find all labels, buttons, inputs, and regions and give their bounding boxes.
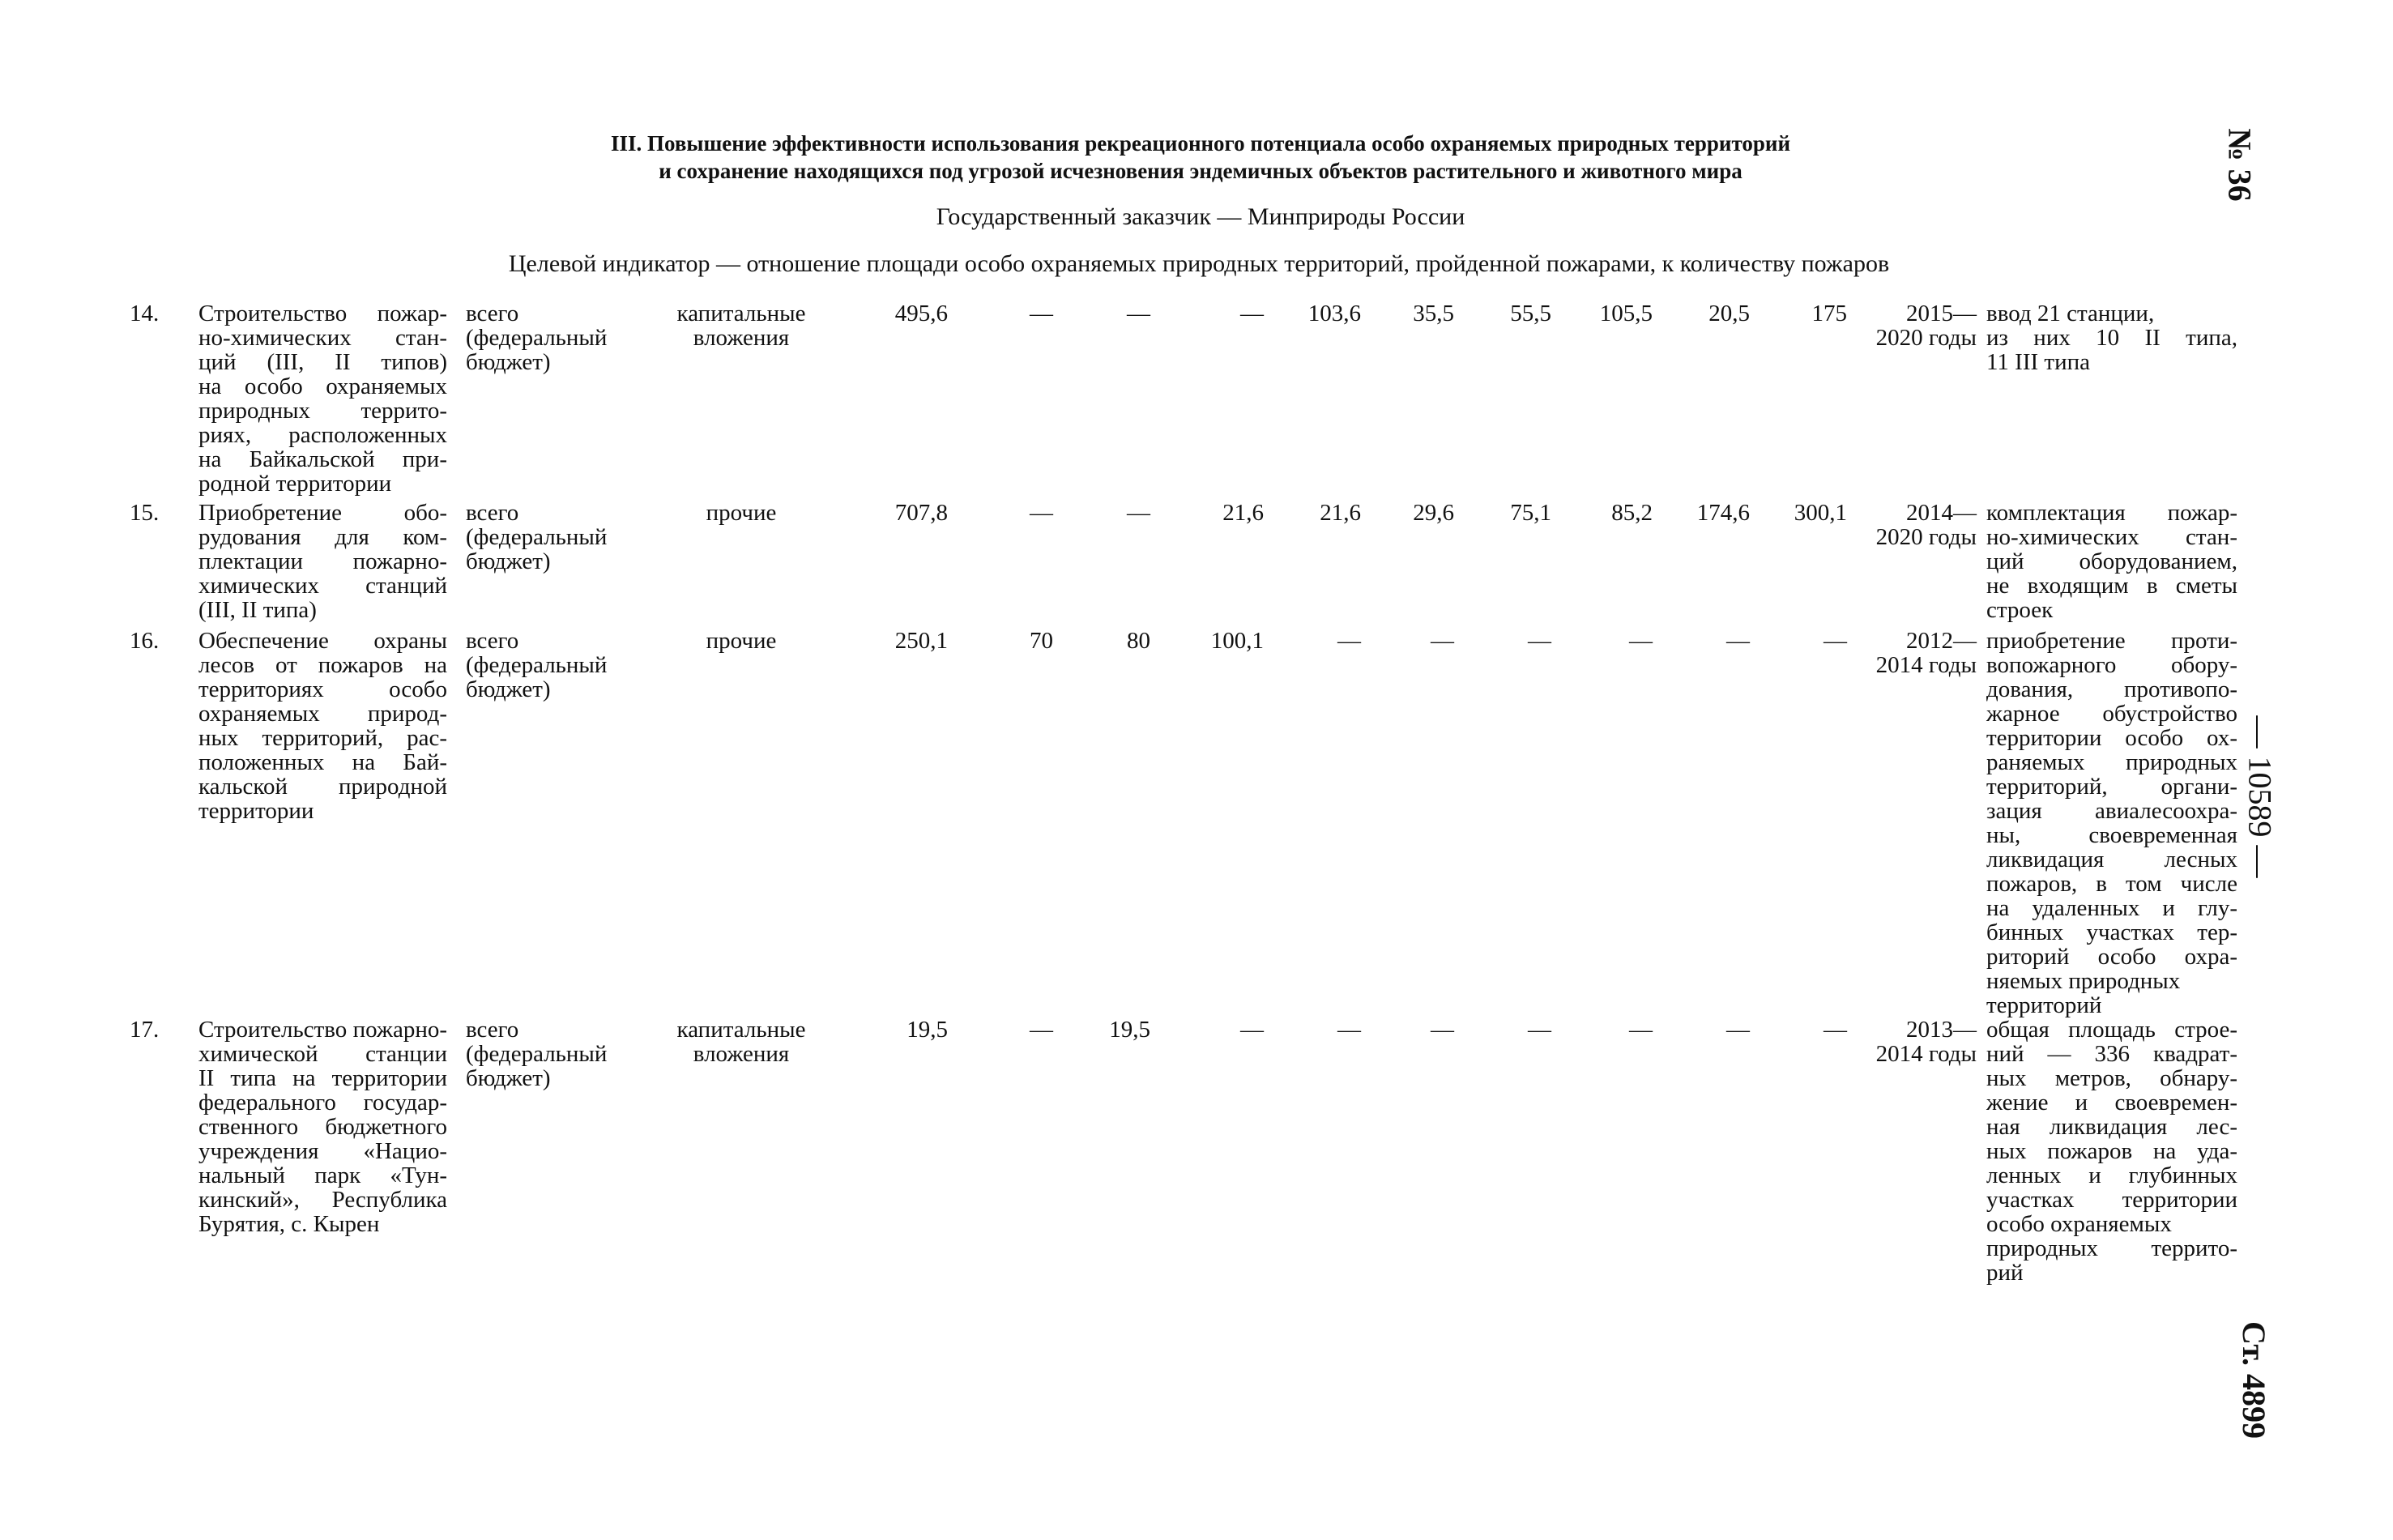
total-amount: 707,8: [894, 500, 948, 526]
year-amount: 85,2: [1611, 500, 1653, 526]
measure-name-line: ций (III, II типов): [198, 349, 447, 375]
total-amount: 19,5: [906, 1017, 948, 1043]
measure-name-line: химической станции: [198, 1041, 447, 1067]
expected-result-line: ная ликвидация лес-: [1986, 1114, 2237, 1140]
implementation-period: 2013—: [1906, 1017, 1977, 1043]
year-amount: —: [1030, 301, 1053, 326]
funding-source-line: всего: [466, 500, 519, 526]
year-amount: —: [1726, 1017, 1750, 1043]
implementation-period: 2012—: [1906, 628, 1977, 654]
year-amount: —: [1431, 1017, 1454, 1043]
measure-name-line: риях, расположенных: [198, 422, 447, 448]
expected-result-line: зация авиалесоохра-: [1986, 798, 2237, 824]
year-amount: —: [1824, 628, 1847, 654]
row-number: 16.: [130, 628, 160, 654]
measure-name-line: но-химических стан-: [198, 325, 447, 351]
measure-name-line: (III, II типа): [198, 597, 317, 623]
measure-name-line: Строительство пожарно-: [198, 1017, 447, 1043]
expected-result-line: ных метров, обнару-: [1986, 1065, 2237, 1091]
measure-name-line: II типа на территории: [198, 1065, 447, 1091]
expense-type-line: капитальные: [676, 301, 806, 326]
year-amount: —: [1030, 500, 1053, 526]
year-amount: 75,1: [1510, 500, 1551, 526]
target-indicator: Целевой индикатор — отношение площади особо охраняемых природных территорий, пройденной пожарами, к количеству пожаров: [508, 250, 1890, 277]
measure-name-line: Обеспечение охраны: [198, 628, 447, 654]
expected-result-line: комплектация пожар-: [1986, 500, 2237, 526]
year-amount: 35,5: [1413, 301, 1454, 326]
measure-name-line: Бурятия, с. Кырен: [198, 1211, 380, 1237]
article-number: Ст. 4899: [2236, 1321, 2272, 1439]
total-amount: 495,6: [894, 301, 948, 326]
expected-result-line: не входящим в сметы: [1986, 573, 2237, 599]
row-number: 14.: [130, 301, 160, 326]
measure-name-line: на особо охраняемых: [198, 373, 447, 399]
total-amount: 250,1: [894, 628, 948, 654]
expense-type-line: прочие: [706, 500, 777, 526]
section-title-line1: III. Повышение эффективности использования рекреационного потенциала особо охраняемых природных территорий: [610, 131, 1791, 156]
expected-result-line: рий: [1986, 1260, 2024, 1286]
funding-source-line: всего: [466, 1017, 519, 1043]
expected-result-line: дования, противопо-: [1986, 676, 2237, 702]
measure-name-line: рудования для ком-: [198, 524, 447, 550]
expense-type-line: прочие: [706, 628, 777, 654]
year-amount: —: [1629, 628, 1653, 654]
year-amount: 29,6: [1413, 500, 1454, 526]
expected-result-line: ленных и глубинных: [1986, 1162, 2237, 1188]
expected-result-line: ний — 336 квадрат-: [1986, 1041, 2237, 1067]
funding-source-line: (федеральный: [466, 325, 608, 351]
funding-source-line: бюджет): [466, 1065, 551, 1091]
expected-result-line: раняемых природных: [1986, 749, 2237, 775]
implementation-period: 2020 годы: [1875, 325, 1977, 351]
year-amount: 21,6: [1320, 500, 1361, 526]
expected-result-line: жарное обустройство: [1986, 701, 2237, 727]
measure-name-line: природных террито-: [198, 398, 447, 424]
expense-type-line: вложения: [693, 1041, 790, 1067]
measure-name-line: Приобретение обо-: [198, 500, 447, 526]
expected-result-line: общая площадь строе-: [1986, 1017, 2237, 1043]
implementation-period: 2014 годы: [1875, 652, 1977, 678]
implementation-period: 2020 годы: [1875, 524, 1977, 550]
expected-result-line: жение и своевремен-: [1986, 1090, 2237, 1116]
measure-name-line: территориях особо: [198, 676, 447, 702]
year-amount: 105,5: [1599, 301, 1653, 326]
year-amount: —: [1824, 1017, 1847, 1043]
expected-result-line: ны, своевременная: [1986, 822, 2237, 848]
funding-source-line: всего: [466, 301, 519, 326]
measure-name-line: лесов от пожаров на: [198, 652, 447, 678]
year-amount: 103,6: [1307, 301, 1361, 326]
year-amount: —: [1528, 1017, 1551, 1043]
measure-name-line: родной территории: [198, 471, 392, 497]
expected-result-line: приобретение проти-: [1986, 628, 2237, 654]
expected-result-line: риторий особо охра-: [1986, 944, 2237, 970]
measure-name-line: территории: [198, 798, 314, 824]
measure-name-line: на Байкальской при-: [198, 446, 447, 472]
expected-result-line: вопожарного обору-: [1986, 652, 2237, 678]
measure-name-line: Строительство пожар-: [198, 301, 447, 326]
expected-result-line: бинных участках тер-: [1986, 919, 2237, 945]
row-number: 15.: [130, 500, 160, 526]
measure-name-line: ных территорий, рас-: [198, 725, 447, 751]
row-number: 17.: [130, 1017, 160, 1043]
expected-result-line: территории особо ох-: [1986, 725, 2237, 751]
measure-name-line: федерального государ-: [198, 1090, 447, 1116]
expected-result-line: из них 10 II типа,: [1986, 325, 2237, 351]
expected-result-line: пожаров, в том числе: [1986, 871, 2237, 897]
measure-name-line: положенных на Бай-: [198, 749, 447, 775]
expected-result-line: но-химических стан-: [1986, 524, 2237, 550]
year-amount: 174,6: [1696, 500, 1750, 526]
funding-source-line: всего: [466, 628, 519, 654]
year-amount: 175: [1811, 301, 1847, 326]
year-amount: —: [1030, 1017, 1053, 1043]
year-amount: —: [1127, 500, 1150, 526]
funding-source-line: (федеральный: [466, 1041, 608, 1067]
implementation-period: 2014 годы: [1875, 1041, 1977, 1067]
issue-number: № 36: [2221, 128, 2259, 202]
expected-result-line: территорий: [1986, 992, 2102, 1018]
year-amount: 20,5: [1708, 301, 1750, 326]
funding-source-line: бюджет): [466, 548, 551, 574]
expected-result-line: ных пожаров на уда-: [1986, 1138, 2237, 1164]
year-amount: 19,5: [1109, 1017, 1150, 1043]
year-amount: —: [1528, 628, 1551, 654]
implementation-period: 2014—: [1906, 500, 1977, 526]
measure-name-line: нальный парк «Тун-: [198, 1162, 447, 1188]
expense-type-line: капитальные: [676, 1017, 806, 1043]
measure-name-line: плектации пожарно-: [198, 548, 447, 574]
state-customer: Государственный заказчик — Минприроды России: [936, 203, 1465, 230]
year-amount: —: [1240, 1017, 1264, 1043]
measure-name-line: кинский», Республика: [198, 1187, 447, 1213]
year-amount: 300,1: [1794, 500, 1847, 526]
expected-result-line: территорий, органи-: [1986, 774, 2237, 800]
expected-result-line: на удаленных и глу-: [1986, 895, 2237, 921]
year-amount: 55,5: [1510, 301, 1551, 326]
measure-name-line: кальской природной: [198, 774, 447, 800]
measure-name-line: ственного бюджетного: [198, 1114, 447, 1140]
expected-result-line: ликвидация лесных: [1986, 847, 2237, 872]
year-amount: 70: [1030, 628, 1053, 654]
year-amount: —: [1337, 628, 1361, 654]
year-amount: 80: [1127, 628, 1150, 654]
page-center-number: — 10589 —: [2242, 715, 2279, 878]
expected-result-line: строек: [1986, 597, 2054, 623]
implementation-period: 2015—: [1906, 301, 1977, 326]
section-title-line2: и сохранение находящихся под угрозой исчезновения эндемичных объектов растительного и животного мира: [659, 159, 1742, 183]
year-amount: —: [1240, 301, 1264, 326]
year-amount: 100,1: [1210, 628, 1264, 654]
funding-source-line: (федеральный: [466, 652, 608, 678]
measure-name-line: химических станций: [198, 573, 447, 599]
year-amount: 21,6: [1222, 500, 1264, 526]
year-amount: —: [1629, 1017, 1653, 1043]
year-amount: —: [1127, 301, 1150, 326]
measure-name-line: учреждения «Нацио-: [198, 1138, 447, 1164]
funding-source-line: бюджет): [466, 676, 551, 702]
expected-result-line: ций оборудованием,: [1986, 548, 2237, 574]
year-amount: —: [1726, 628, 1750, 654]
funding-source-line: (федеральный: [466, 524, 608, 550]
year-amount: —: [1431, 628, 1454, 654]
expected-result-line: 11 III типа: [1986, 349, 2090, 375]
measure-name-line: охраняемых природ-: [198, 701, 447, 727]
expected-result-line: природных террито-: [1986, 1235, 2237, 1261]
expected-result-line: участках территории: [1986, 1187, 2237, 1213]
year-amount: —: [1337, 1017, 1361, 1043]
funding-source-line: бюджет): [466, 349, 551, 375]
expected-result-line: особо охраняемых: [1986, 1211, 2172, 1237]
expected-result-line: няемых природных: [1986, 968, 2181, 994]
expense-type-line: вложения: [693, 325, 790, 351]
expected-result-line: ввод 21 станции,: [1986, 301, 2155, 326]
